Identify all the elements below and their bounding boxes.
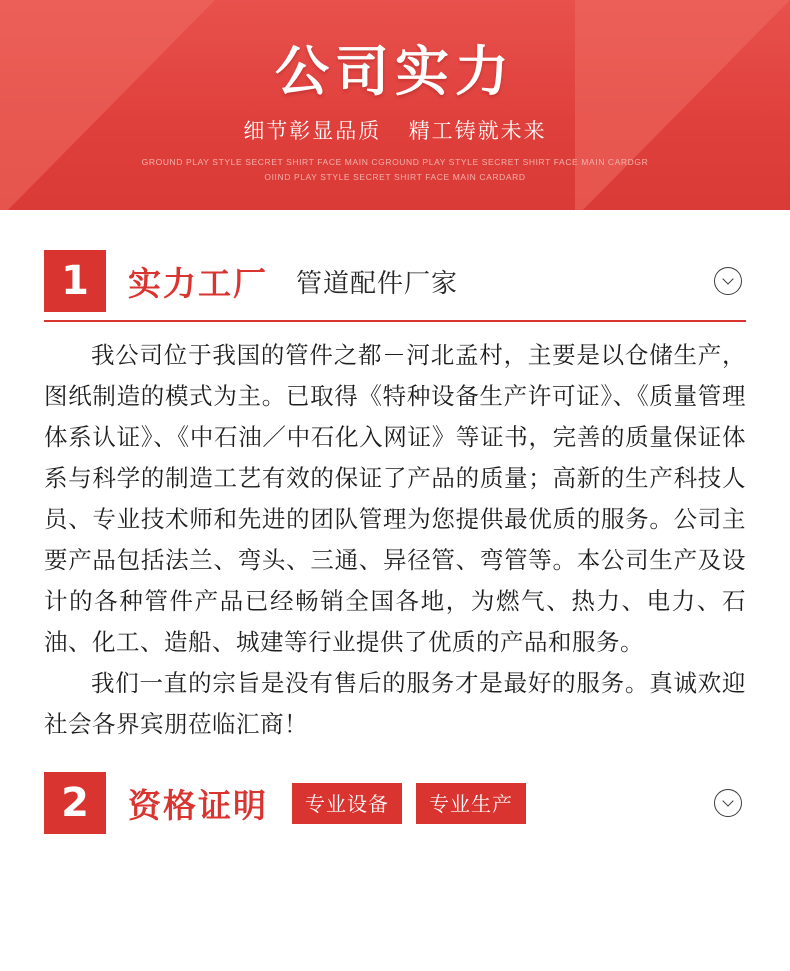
- banner-subtitle-right: 精工铸就未来: [408, 119, 547, 144]
- banner-title: 公司实力: [275, 40, 515, 103]
- banner-subtitle: [0, 115, 790, 145]
- section-1-header: [44, 250, 746, 312]
- section-qualification-certificates: [0, 772, 790, 834]
- section-1-divider: [44, 320, 746, 322]
- section-2-tag-1[interactable]: 专业设备: [292, 783, 402, 824]
- section-1-subtitle: 管道配件厂家: [296, 268, 459, 299]
- section-2-header: [44, 772, 746, 834]
- banner-bottom-strip: [0, 210, 790, 218]
- banner-english-line-1: GROUND PLAY STYLE SECRET SHIRT FACE MAIN CGROUND PLAY STYLE SECRET SHIRT FACE MAIN CARDGR: [141, 157, 649, 168]
- section-2-tag-2[interactable]: 专业生产: [416, 783, 526, 824]
- chevron-down-icon[interactable]: [714, 267, 742, 295]
- page-banner: [0, 0, 790, 218]
- banner-subtitle-left: 细节彰显品质: [243, 119, 382, 144]
- chevron-down-icon[interactable]: [714, 789, 742, 817]
- section-1-paragraph-2: 我们一直的宗旨是没有售后的服务才是最好的服务。真诚欢迎社会各界宾朋莅临汇商！: [44, 671, 746, 738]
- section-1-number-badge: 1: [44, 250, 106, 312]
- banner-english-line-2: OIIND PLAY STYLE SECRET SHIRT FACE MAIN CARDARD: [264, 171, 526, 182]
- section-strength-factory: [0, 250, 790, 746]
- section-2-tag-row: [292, 783, 526, 824]
- section-2-title: 资格证明: [128, 785, 268, 825]
- section-1-paragraph-1: 我公司位于我国的管件之都－河北孟村，主要是以仓储生产，图纸制造的模式为主。已取得《特种设备生产许可证》、《质量管理体系认证》、《中石油／中石化入网证》等证书，完善的质量保证体系与科学的制造工艺有效的保证了产品的质量；高新的生产科技人员、专业技术师和先进的团队管理为您提供最优质的服务。公司主要产品包括法兰、弯头、三通、异径管、弯管等。本公司生产及设计的各种管件产品已经畅销全国各地，为燃气、热力、电力、石油、化工、造船、城建等行业提供了优质的产品和服务。: [44, 343, 746, 656]
- section-1-body: [44, 336, 746, 746]
- section-2-number-badge: 2: [44, 772, 106, 834]
- section-1-title: 实力工厂: [128, 263, 268, 303]
